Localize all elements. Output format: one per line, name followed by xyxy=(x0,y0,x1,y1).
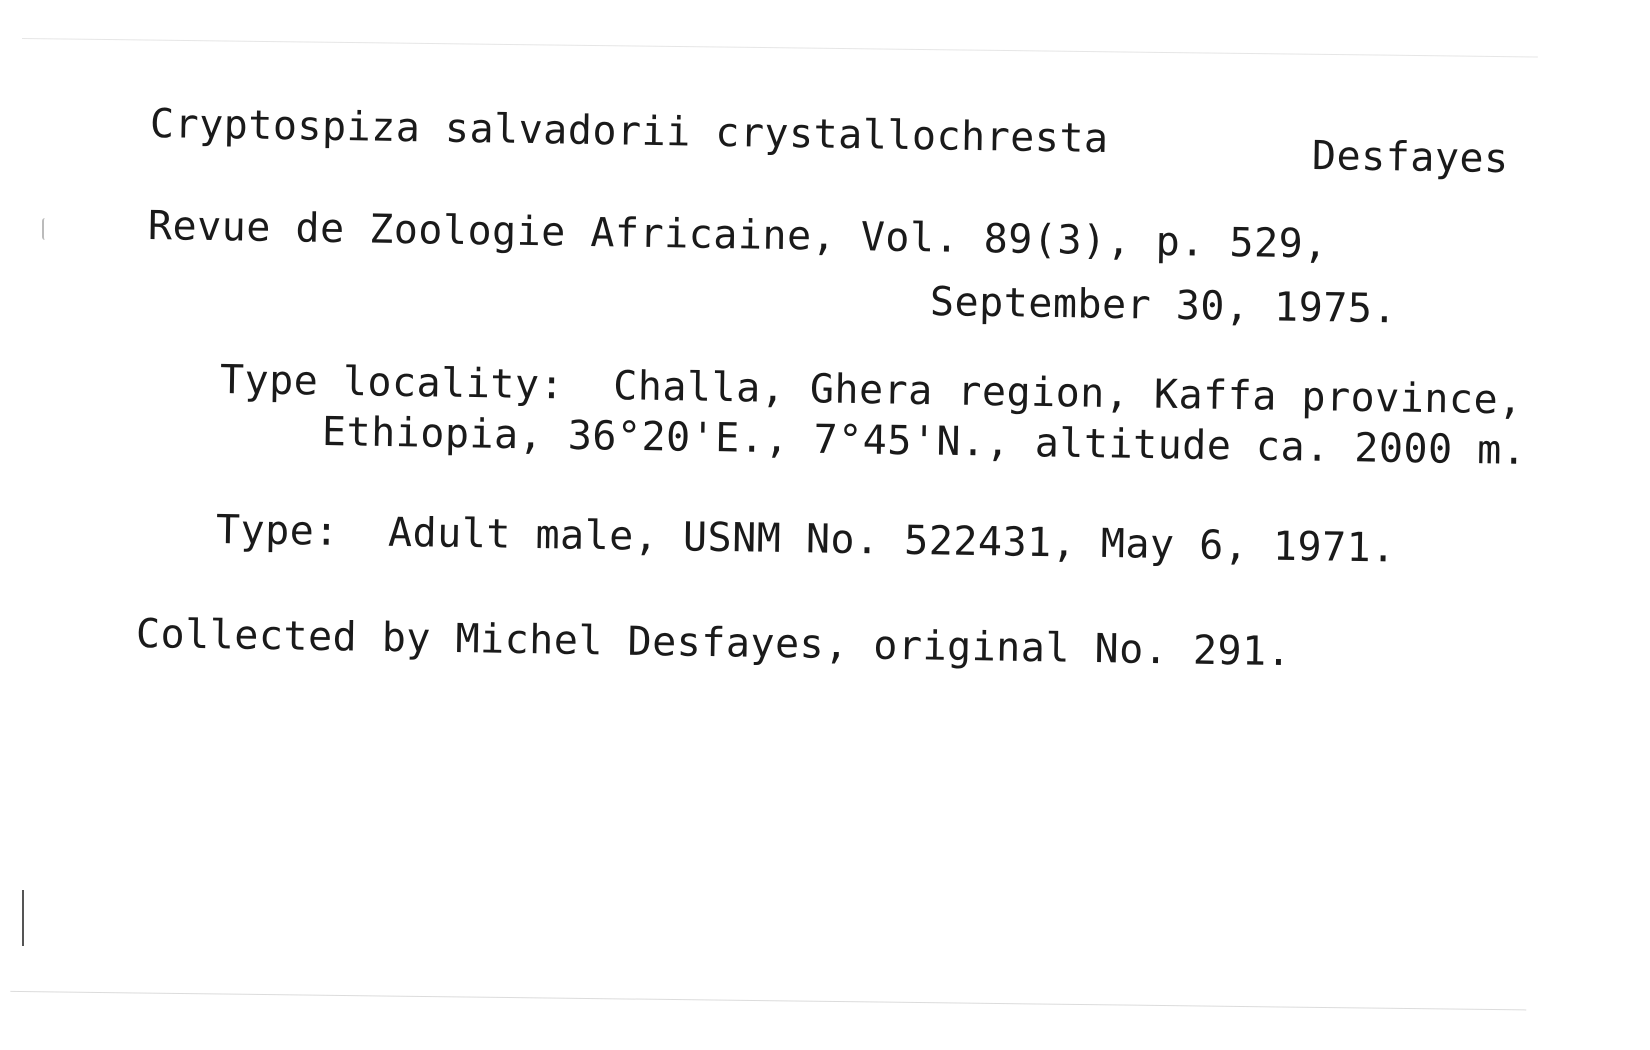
species-author: Desfayes xyxy=(1311,133,1509,183)
card-edge-mark xyxy=(22,890,24,946)
right-margin xyxy=(1538,0,1650,1050)
collector-line: Collected by Michel Desfayes, original No. 291. xyxy=(135,611,1292,676)
citation-line-1: Revue de Zoologie Africaine, Vol. 89(3), p. 529, xyxy=(147,203,1329,268)
type-locality-line-1: Type locality: Challa, Ghera region, Kaffa province, xyxy=(219,357,1524,424)
type-specimen-line: Type: Adult male, USNM No. 522431, May 6, 1971. xyxy=(215,507,1397,572)
punch-hole-mark xyxy=(42,218,48,240)
type-locality-line-2: Ethiopia, 36°20'E., 7°45'N., altitude ca. 2000 m. xyxy=(321,409,1527,474)
citation-line-2: September 30, 1975. xyxy=(929,279,1398,333)
species-name: Cryptospiza salvadorii crystallochresta xyxy=(149,101,1109,163)
